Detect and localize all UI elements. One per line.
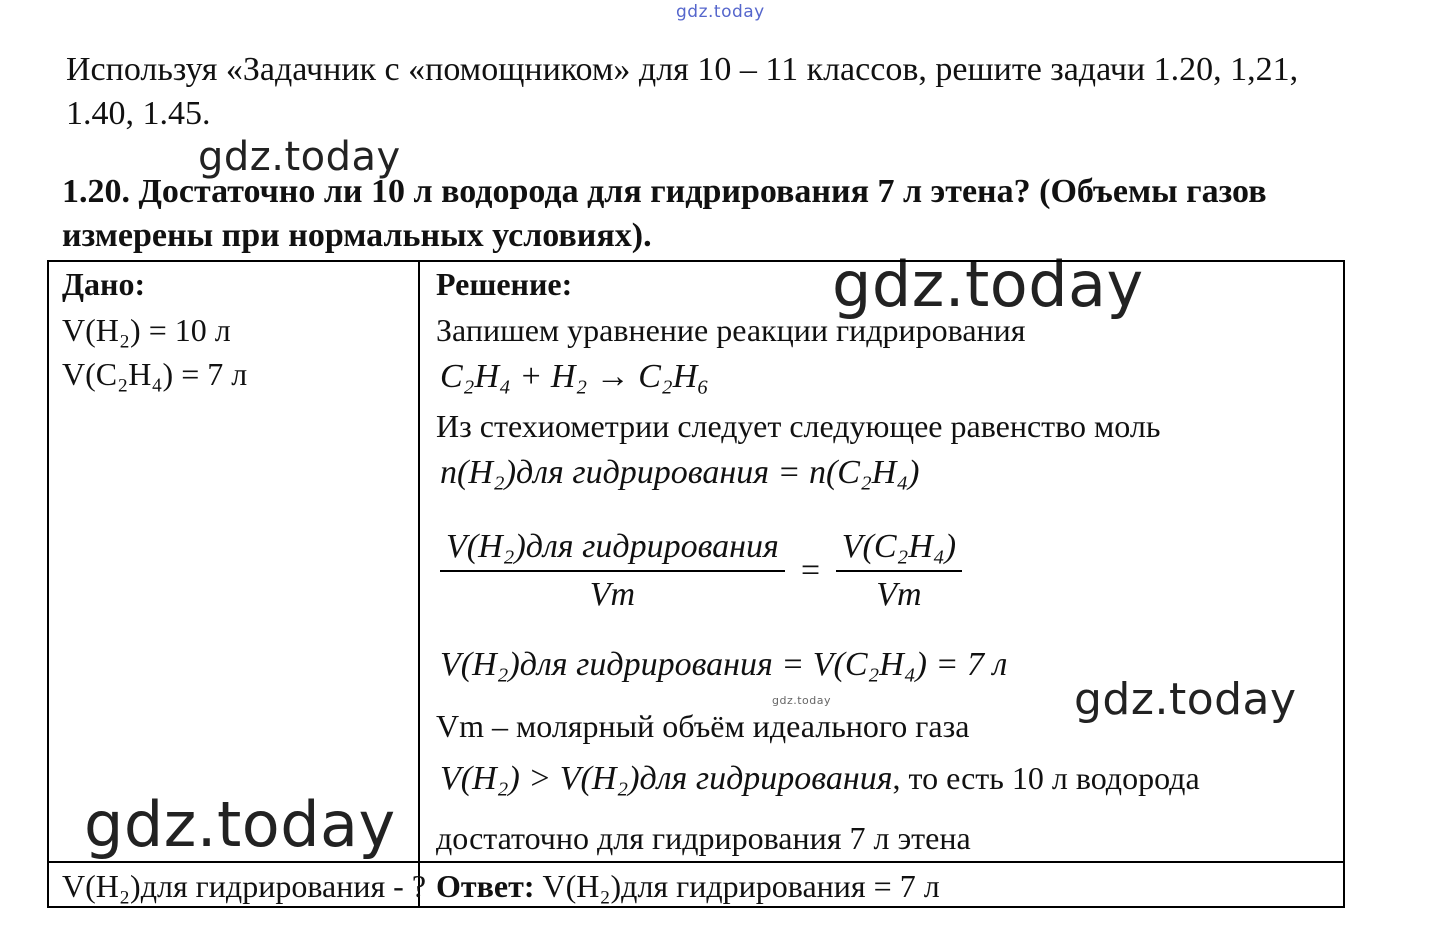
task-statement: 1.20. Достаточно ли 10 л водорода для гидрирования 7 л этена? (Объемы газов измерены при нормальных условиях). (62, 173, 1267, 254)
conclusion-line (440, 758, 1200, 798)
solution-step-equation-intro: Запишем уравнение реакции гидрирования (436, 312, 1026, 348)
solution-heading: Решение: (436, 266, 573, 302)
molar-volume-note: Vm – молярный объём идеального газа (436, 708, 970, 744)
fraction-left (440, 528, 785, 614)
watermark-upper-left: gdz.today (198, 134, 401, 180)
fraction-left-numerator: V(H₂)для гидрирования (440, 528, 785, 572)
watermark-top: gdz.today (676, 2, 765, 22)
given-volume-h2: V(H₂) = 10 л (62, 312, 231, 348)
solution-step-stoichiometry: Из стехиометрии следует следующее равенство моль (436, 408, 1161, 444)
given-volume-ethene: V(C₂H₄) = 7 л (62, 356, 248, 392)
volume-ratio-equation (440, 528, 962, 614)
fraction-right (836, 528, 962, 614)
equals-sign: = (798, 552, 822, 589)
volume-inequality: V(H₂) > V(H₂)для гидрирования (440, 760, 893, 797)
find-quantity: V(H₂)для гидрирования - ? (62, 868, 427, 904)
conclusion-part-2: достаточно для гидрирования 7 л этена (436, 820, 971, 856)
intro-text: Используя «Задачник с «помощником» для 10 – 11 классов, решите задачи 1.20, 1,21, 1.40, 1.45. (66, 51, 1299, 132)
watermark-large-center: gdz.today (832, 248, 1144, 321)
fraction-left-denominator: Vm (589, 576, 636, 613)
fraction-right-numerator: V(C₂H₄) (836, 528, 962, 572)
mole-equality: n(H₂)для гидрирования = n(C₂H₄) (440, 454, 920, 491)
reaction-equation: C₂H₄ + H₂ → C₂H₆ (440, 358, 710, 395)
volume-result-equation: V(H₂)для гидрирования = V(C₂H₄) = 7 л (440, 646, 1008, 683)
fraction-right-denominator: Vm (876, 576, 922, 613)
conclusion-part-1: , то есть 10 л водорода (892, 760, 1200, 796)
given-heading: Дано: (62, 266, 146, 302)
watermark-right: gdz.today (1074, 674, 1297, 725)
answer-line (436, 866, 940, 906)
table-column-divider (418, 260, 420, 908)
table-answer-divider (47, 861, 1345, 863)
watermark-large-left: gdz.today (84, 788, 396, 861)
answer-value: V(H₂)для гидрирования = 7 л (542, 868, 940, 904)
watermark-small-center: gdz.today (772, 694, 832, 707)
answer-label: Ответ: (436, 868, 535, 904)
